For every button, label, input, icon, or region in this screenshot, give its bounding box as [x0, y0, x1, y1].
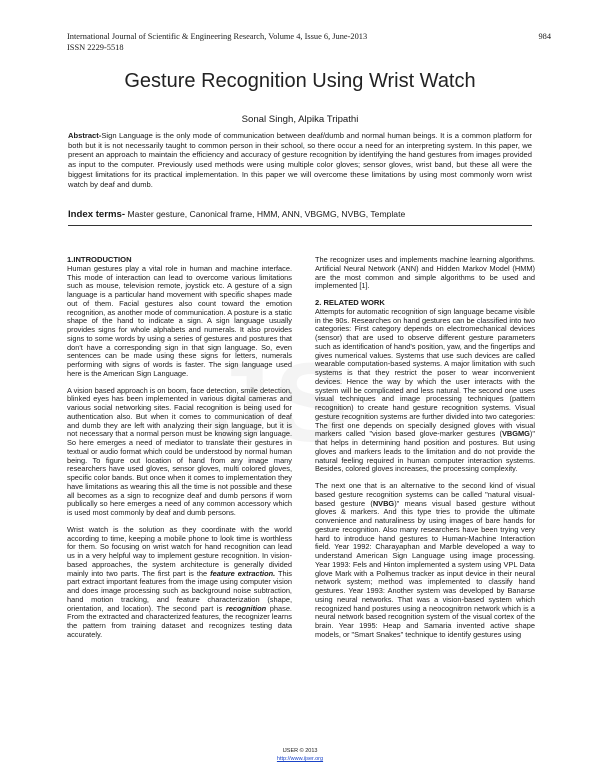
page-number: 984 — [538, 32, 551, 41]
left-column — [67, 256, 292, 640]
text-run: )" that helps in determining hand position and postures. But using gloves and markers leads to the limitation and do not provide the natural feeling required in human computer interaction systems. Besides, colored gloves increases, the processing complexity. — [315, 429, 535, 474]
right-paragraph-1: The recognizer uses and implements machine learning algorithms. Artificial Neural Network (ANN) and Hidden Markov Model (HMM) are the most common and simple algorithms to be used and implemented [1]. — [315, 255, 535, 291]
authors: Sonal Singh, Alpika Tripathi — [241, 114, 359, 125]
text-run: Attempts for automatic recognition of sign language became visible in the 90s. Researches on hand gestures can be classified into two categories: First category depends on electromechanical devices (sensor) that are used to observe different gesture parameters such as identification of hand's position, yaw, and the fingertips and gives numerical values. Systems that use such devices are called wearable computation-based systems. A major limitation with such systems is that they restrict the poser to wear inconvenient devices. Hence the way by which the user interacts with the system will be complicated and less natural. The second one uses visual techniques and image processing techniques (pattern recognition) to create hand gesture recognition systems. Visual gesture recognition systems are further divided into two categories: The first one depends on specially designed gloves with visual markers called "vision based glove-marker gestures ( — [315, 306, 535, 439]
index-terms-label: Index terms- — [68, 209, 126, 220]
right-column — [315, 256, 535, 640]
intro-paragraph-2: A vision based approach is on boom, face detection, smile detection, blinked eyes has been implemented in various digital cameras and various social networking sites. Facial recognition is being used for authentication also. But when it comes to communication of deaf and dumb they are left with analyzing their sign language, but it is not necessary that a normal person must be knowing sign language. So here emerges a need of mediator to translate their gestures in textual or audio format which could be understood by normal human being. To figure out location of hand from any image many researchers have used gloves, sensor gloves, multi colored gloves, specific color bands. But once when it comes to implementation they have limitations as wearing this all the time is not possible and these all becomes as a sign to recognize deaf and dumb persons if worn publically so here emerges a need of any common accessory which is used most commonly by deaf and dumb persons. — [67, 385, 292, 517]
text-run: )" means visual based gesture without gloves & markers. And this type tries to provide the ultimate convenience and naturaliness by using images of bare hands for gesture recognition. Also many researchers have been trying very hard to introduce hand gestures to Human-Machine Interaction field. Year 1992: Charayaphan and Marble developed a way to understand American Sign Language using image processing. Year 1993: Fels and Hinton implemented a system using VPL Data glove Mark with a Polhemus tracker as input device in their neural network system; method was implemented to classify hand gestures. Year 1993: Another system was developed by Banarse using neural networks. That was a vision-based system which recognized hand postures using a neocognitron network which is a neural network based recognition system of the visual cortex of the brain. Year 1995: Heap and Samaria invented active shape models, or "Smart Snakes" technique to identify gestures using — [315, 498, 535, 639]
intro-paragraph-3 — [67, 526, 292, 640]
term-nvbg: NVBG — [372, 498, 395, 508]
emphasis-recognition: recognition — [225, 603, 267, 613]
journal-link[interactable]: http://www.ijser.org — [276, 756, 324, 762]
issn: ISSN 2229-5518 — [67, 43, 124, 52]
term-vbgmg: VBGMG — [501, 429, 530, 439]
text-run: phase. From the extracted and characterized features, the recognizer learns the pattern from training dataset and recognizes testing data accurately. — [67, 603, 292, 639]
running-header — [67, 31, 551, 53]
abstract-text: Sign Language is the only mode of communication between deaf/dumb and normal human beings. It is a common platform for both but it is not necessarily taught to common person in their school, so there occur a need for an interpreting system. In this paper, we present an approach to maintain the efficiency and accuracy of gesture recognition by identifying the hand gestures from images provided as input to the computer. Previously used methods were using multiple color gloves; sensor gloves, wrist band, but these all were the biggest limitations for its practical implementation. In this paper we will overcome these limitations by using most commonly worn wrist watch by deaf and dumb. — [68, 131, 532, 189]
related-work-heading: 2. RELATED WORK — [315, 298, 385, 307]
text-run: This part extract important features from the image using computer vision and does image processing such as background noise subtraction, hand motion tracking, and feature characterization (shape, orientation, and location). The second part is — [67, 568, 293, 613]
emphasis-feature-extraction: feature extraction. — [210, 568, 276, 578]
paper-title: Gesture Recognition Using Wrist Watch — [124, 70, 476, 92]
related-paragraph-1 — [315, 308, 535, 474]
copyright: IJSER © 2013 — [282, 748, 318, 754]
related-paragraph-2 — [315, 482, 535, 640]
text-run: Wrist watch is the solution as they coordinate with the world according to time, keeping a mobile phone to look time is worthless for them. So focusing on wrist watch for hand recognition can lead us in a very helpful way to implement gesture recognition. In vision-based approaches, the system architecture is generally divided mainly into two parts. The first part is the — [67, 524, 292, 578]
text-run: The next one that is an alternative to the second kind of visual based gesture recognition systems can be called "natural visual-based gesture ( — [315, 481, 535, 508]
abstract — [68, 131, 532, 189]
index-terms-text: Master gesture, Canonical frame, HMM, ANN, VBGMG, NVBG, Template — [125, 209, 406, 219]
page-footer — [0, 747, 600, 763]
journal-name: International Journal of Scientific & Engineering Research, Volume 4, Issue 6, June-2013 — [67, 32, 368, 41]
intro-paragraph-1: Human gestures play a vital role in human and machine interface. This mode of interaction can lead to overcome various limitations such as mouse, television remote, joystick etc. A gesture of a sign language is a particular hand movement with specific shapes made out of them. Facial gestures also count toward the emotion recognition, as another mode of communication. A posture is a static shape of the hand to indicate a sign. A sign language usually provides signs for whole alphabets and numerals. It also provides signs to some words by using a series of gestures and postures that don't have a corresponding sign in that sign language. So, even sentences can be made using these signs for letters, numerals performing with signs of words is faster. The sign language used here is the American Sign Language. — [67, 263, 292, 378]
introduction-heading: 1.INTRODUCTION — [67, 255, 132, 264]
abstract-label: Abstract- — [68, 131, 102, 140]
index-terms — [68, 209, 532, 220]
divider — [68, 225, 532, 226]
